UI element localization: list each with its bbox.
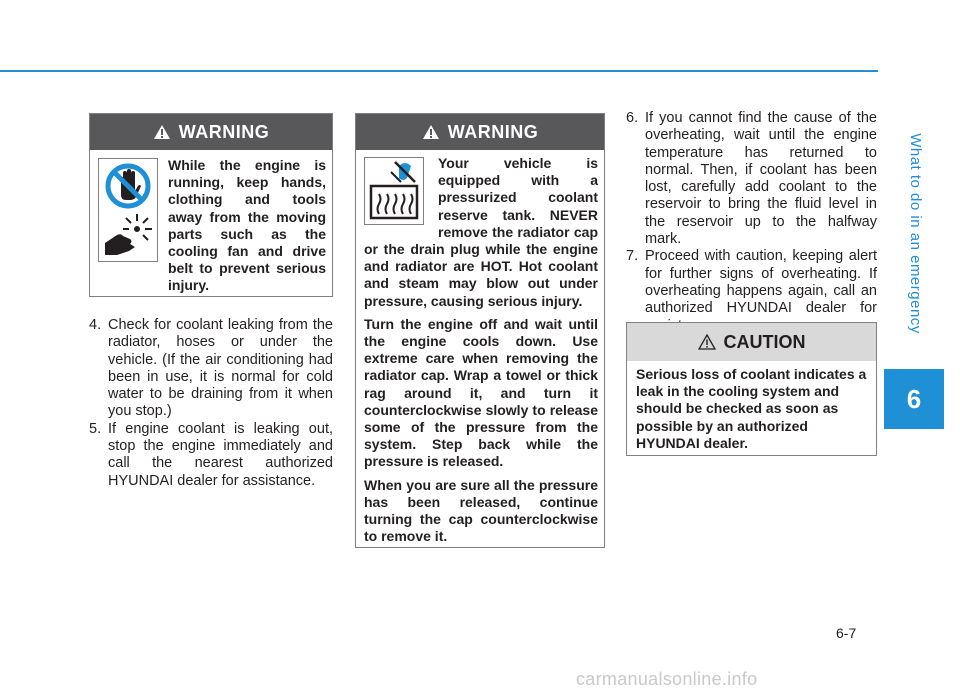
page-number: 6-7 <box>836 625 857 641</box>
warning-paragraph: When you are sure all the pressure has been released, continue turning the cap counterclockwise to remove it. <box>364 476 598 545</box>
warning-header <box>90 114 332 150</box>
warning-paragraph: Turn the engine off and wait until the engine cools down. Use extreme care when removing the radiator cap. Wrap a towel or thick rag around it, and turn it counterclockwise slowly to release some of the pressure from the system. Step back while the pressure is released. <box>364 315 598 470</box>
step-number: 7. <box>626 248 639 265</box>
step-text: Proceed with caution, keeping alert for further signs of overheating. If overheating happens again, call an authorized HYUNDAI dealer for <box>645 248 877 317</box>
step-text: Check for coolant leaking from the radiator, hoses or under the vehicle. (If the air conditioning had been in use, it is normal for cold water to be draining from it when you stop.) <box>108 317 333 420</box>
step-text: If you cannot find the cause of the overheating, wait until the engine temperature has returned to normal. Then, if coolant has been lost, carefully add coolant to the reservoir to bring the fluid level in the reservoir up to the halfway mark. <box>645 110 877 248</box>
step-number: 6. <box>626 110 639 126</box>
list-item <box>89 421 333 490</box>
step-text: If engine coolant is leaking out, stop the engine immediately and call the nearest authorized HYUNDAI dealer for assistance. <box>108 420 333 489</box>
list-item <box>626 110 877 248</box>
top-rule <box>0 70 878 72</box>
caution-triangle-icon <box>698 334 716 350</box>
step-number: 5. <box>89 420 102 437</box>
no-hands-fan-icon <box>98 158 158 262</box>
warning-triangle-icon <box>153 124 171 140</box>
icon-spacer <box>364 155 438 225</box>
list-item <box>89 317 333 421</box>
step-number: 4. <box>89 317 102 333</box>
chapter-title: What to do in an emergency <box>907 132 925 334</box>
warning-label: WARNING <box>447 121 539 142</box>
warning-content <box>364 155 598 551</box>
warning-text: While the engine is running, keep hands, clothing and tools away from the moving parts such as the cooling fan and drive belt to prevent serious injury. <box>168 157 326 294</box>
caution-box <box>626 322 877 456</box>
warning-triangle-icon <box>422 124 440 140</box>
chapter-tab[interactable] <box>884 369 944 429</box>
steps-right <box>626 110 877 335</box>
caution-label: CAUTION <box>723 331 806 352</box>
chapter-side-label <box>893 98 938 368</box>
footer-watermark[interactable]: carmanualsonline.info <box>576 669 758 689</box>
caution-text: Serious loss of coolant indicates a leak in the cooling system and should be checked as soon as possible by an authorized HYUNDAI dealer. <box>636 366 867 451</box>
warning-box-radiator <box>355 113 605 548</box>
chapter-number: 6 <box>906 383 922 414</box>
warning-label: WARNING <box>178 121 270 142</box>
caution-header <box>627 323 876 361</box>
warning-paragraph: Your vehicle is equipped with a pressurized coolant reserve tank. NEVER remove the radiator cap or the drain plug while the engine and radiator are HOT. Hot coolant and steam may blow out under pressure, causing serious injury. <box>364 155 598 309</box>
warning-box-fan <box>89 113 333 297</box>
warning-header <box>356 114 604 150</box>
steps-left <box>89 317 333 490</box>
